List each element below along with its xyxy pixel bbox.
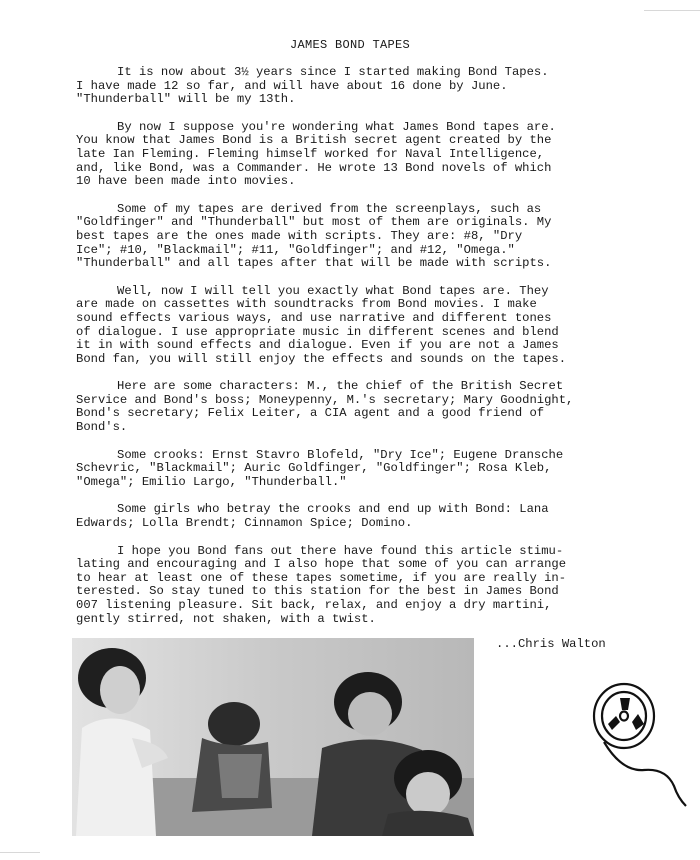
page-title: JAMES BOND TAPES [289, 38, 411, 52]
paragraph-7: Some girls who betray the crooks and end up with Bond: Lana Edwards; Lolla Brendt; Cinnamon Spice; Domino. [76, 502, 549, 531]
margin-mark-bottom [0, 852, 40, 853]
group-photo [72, 638, 474, 836]
film-reel-icon [582, 676, 692, 816]
margin-mark-top [644, 10, 700, 11]
group-photo-illustration [72, 638, 474, 836]
paragraph-5: Here are some characters: M., the chief of the British Secret Service and Bond's boss; Moneypenny, M.'s secretary; Mary Goodnight, Bond's secretary; Felix Leiter, a CIA agent and a good friend of Bond's. [76, 379, 574, 435]
author-signature: ...Chris Walton [496, 637, 606, 651]
paragraph-2: By now I suppose you're wondering what James Bond tapes are. You know that James Bond is a British secret agent created by the late Ian Fleming. Fleming himself worked for Naval Intelligence, and, like Bond, was a Commander. He wrote 13 Bond novels of which 10 have been made into movies. [76, 119, 556, 189]
paragraph-8: I hope you Bond fans out there have found this article stimu- lating and encouraging and I also hope that some of you can arrange to hear at least one of these tapes sometime, if you are really in- terested. So stay tuned to this station for the best in James Bond 007 listening pleasure. Sit back, relax, and enjoy a dry martini, gently stirred, not shaken, with a twist. [76, 543, 567, 626]
paragraph-3: Some of my tapes are derived from the screenplays, such as "Goldfinger" and "Thunderball" but most of them are originals. My best tapes are the ones made with scripts. They are: #8, "Dry Ice"; #10, "Blackmail"; #11, "Goldfinger"; and #12, "Omega." "Thunderball" and all tapes after that will be made with scripts. [76, 201, 552, 271]
paragraph-6: Some crooks: Ernst Stavro Blofeld, "Dry Ice"; Eugene Dransche Schevric, "Blackmail"; Auric Goldfinger, "Goldfinger"; Rosa Kleb, "Omega"; Emilio Largo, "Thunderball." [76, 447, 564, 489]
article-body [76, 66, 628, 640]
paragraph-4: Well, now I will tell you exactly what Bond tapes are. They are made on cassettes with soundtracks from Bond movies. I make sound effects various ways, and use narrative and different tones of dialogue. I use appropriate music in different scenes and blend it in with sound effects and dialogue. Even if you are not a James Bond fan, you will still enjoy the effects and sounds on the tapes. [76, 283, 567, 366]
paragraph-1: It is now about 3½ years since I started making Bond Tapes. I have made 12 so far, and will have about 16 done by June. "Thunderball" will be my 13th. [76, 65, 549, 107]
